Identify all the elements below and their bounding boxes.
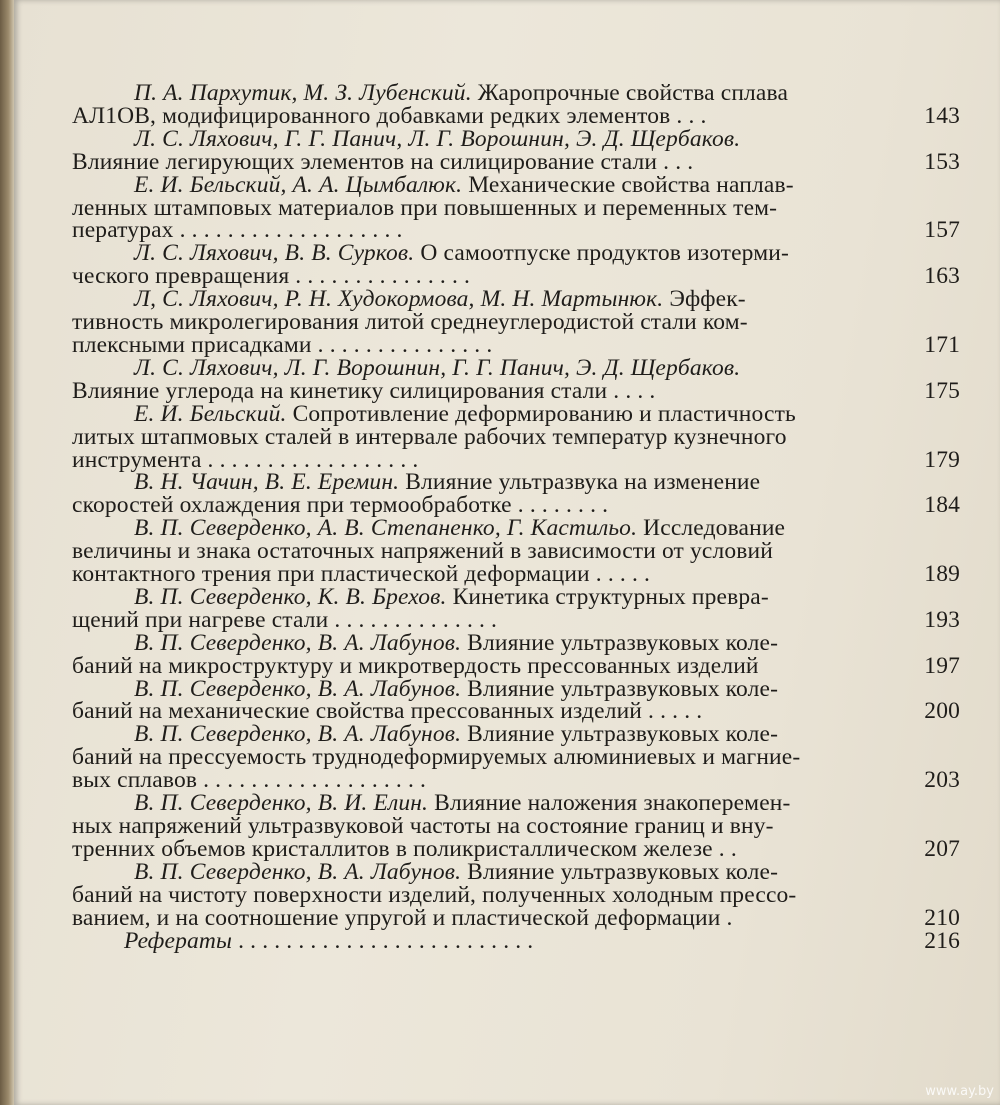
- toc-line: [72, 746, 952, 769]
- toc-entry: [72, 858, 960, 931]
- toc-entry: [72, 80, 960, 129]
- toc-text: скоростей охлаждения при термообработке . . . . . . . .: [72, 492, 609, 519]
- toc-page-number: 189: [924, 561, 960, 588]
- toc-text: контактного трения при пластической деформации . . . . .: [72, 561, 651, 588]
- toc-text: Кинетика структурных превра-: [452, 583, 769, 610]
- toc-page-number: 210: [924, 904, 960, 931]
- toc-text: Эффек-: [669, 286, 746, 313]
- watermark-text: www.ay.by: [925, 1084, 994, 1099]
- referaty-dots: . . . . . . . . . . . . . . . . . . . . . . . . .: [238, 927, 534, 954]
- book-spine: [0, 0, 14, 1105]
- toc-page-number: 184: [924, 492, 960, 519]
- toc-text: Влияние ультразвуковых коле-: [467, 858, 779, 885]
- toc-entry-referaty: [72, 927, 960, 954]
- toc-line: [72, 675, 952, 702]
- toc-page-number: 171: [924, 331, 960, 358]
- toc-text: Влияние легирующих элементов на силицирование стали . . .: [72, 148, 694, 175]
- toc-line: [72, 652, 960, 679]
- toc-text: ванием, и на соотношение упругой и пластической деформации .: [72, 904, 733, 931]
- toc-entry: [72, 354, 960, 404]
- toc-text: баний на прессуемость труднодеформируемых алюминиевых и магние-: [72, 744, 801, 771]
- toc-author: В. П. Северденко, В. А. Лабунов.: [134, 629, 462, 656]
- toc-line: [72, 767, 960, 794]
- toc-text: Влияние ультразвуковых коле-: [467, 629, 779, 656]
- toc-text: тивность микролегирования литой среднеуглеродистой стали ком-: [72, 309, 748, 336]
- toc-text: АЛ1ОВ, модифицированного добавками редких элементов . . .: [72, 102, 707, 129]
- book-page: [14, 0, 1000, 1105]
- toc-line: [72, 835, 960, 862]
- toc-line: [72, 561, 960, 588]
- toc-line: [72, 904, 960, 931]
- toc-line: [72, 125, 952, 152]
- toc-line: [72, 194, 952, 221]
- toc-line: [72, 517, 952, 540]
- toc-text: Механические свойства наплав-: [468, 171, 794, 198]
- toc-text: плексными присадками . . . . . . . . . . . . . . .: [72, 331, 493, 358]
- toc-line: [72, 377, 960, 404]
- toc-page-number: 207: [924, 835, 960, 862]
- toc-page-number: 203: [924, 767, 960, 794]
- toc-line: [72, 331, 960, 358]
- toc-entry: [72, 675, 960, 725]
- toc-entry: [72, 125, 960, 175]
- toc-text: Сопротивление деформированию и пластичность: [292, 400, 796, 427]
- toc-line: [72, 540, 952, 563]
- toc-page-number: 143: [924, 102, 960, 129]
- toc-line: [72, 815, 952, 838]
- toc-line: [72, 423, 952, 450]
- toc-line: [72, 288, 952, 311]
- toc-page-number: 179: [924, 446, 960, 473]
- toc-page-number: 157: [924, 217, 960, 244]
- toc-line: [72, 792, 952, 815]
- toc-author: П. А. Пархутик, М. З. Лубенский.: [134, 80, 472, 106]
- toc-author: В. П. Северденко, К. В. Брехов.: [134, 583, 447, 610]
- toc-line: [72, 148, 960, 175]
- toc-author: Л, С. Ляхович, Р. Н. Худокормова, М. Н. Мартынюк.: [134, 286, 664, 313]
- toc-entry: [72, 583, 960, 633]
- toc-text: Исследование: [643, 515, 786, 542]
- toc-page-number: 153: [924, 148, 960, 175]
- toc-author: Л. С. Ляхович, В. В. Сурков.: [134, 240, 415, 267]
- toc-entry: [72, 790, 960, 862]
- toc-author: В. Н. Чачин, В. Е. Еремин.: [134, 469, 400, 496]
- toc-entry: [72, 171, 960, 244]
- toc-text: Жаропрочные свойства сплава: [477, 80, 789, 106]
- toc-author: В. П. Северденко, В. А. Лабунов.: [134, 858, 462, 885]
- toc-text: Влияние углерода на кинетику силицирования стали . . . .: [72, 377, 656, 404]
- toc-line: [72, 311, 952, 334]
- toc-entry: [72, 286, 960, 358]
- toc-line: [72, 354, 952, 381]
- toc-text: вых сплавов . . . . . . . . . . . . . . . . . . .: [72, 767, 427, 794]
- toc-line: [72, 263, 960, 290]
- toc-page-number: 200: [924, 698, 960, 725]
- toc-text: баний на механические свойства прессованных изделий . . . . .: [72, 698, 703, 725]
- toc-page-number: 197: [924, 652, 960, 679]
- referaty-page-number: 216: [924, 927, 960, 954]
- toc-author: В. П. Северденко, В. А. Лабунов.: [134, 721, 462, 748]
- toc-text: О самоотпуске продуктов изотерми-: [420, 240, 789, 267]
- toc-author: В. П. Северденко, В. А. Лабунов.: [134, 675, 462, 702]
- toc-entry: [72, 240, 960, 290]
- toc-line: [72, 606, 960, 633]
- toc-text: инструмента . . . . . . . . . . . . . . . . . .: [72, 446, 419, 473]
- toc-line: [72, 171, 952, 198]
- toc-author: Е. И. Бельский.: [134, 400, 287, 427]
- toc-line: [72, 242, 952, 265]
- toc-text: Влияние наложения знакоперемен-: [434, 790, 791, 817]
- toc-text: баний на чистоту поверхности изделий, полученных холодным прессо-: [72, 881, 797, 908]
- toc-text: Влияние ультразвука на изменение: [405, 469, 761, 496]
- toc-entry: [72, 515, 960, 588]
- toc-line: [72, 629, 952, 656]
- toc-text: литых штапмовых сталей в интервале рабочих температур кузнечного: [72, 423, 787, 450]
- toc-author: В. П. Северденко, А. В. Степаненко, Г. Кастильо.: [134, 515, 638, 542]
- toc-page-number: 175: [924, 377, 960, 404]
- table-of-contents: [72, 80, 960, 954]
- toc-text: Влияние ультразвуковых коле-: [467, 721, 779, 748]
- toc-text: ленных штамповых материалов при повышенных и переменных тем-: [72, 194, 778, 221]
- toc-entry: [72, 400, 960, 473]
- toc-entry: [72, 469, 960, 519]
- toc-text: ческого превращения . . . . . . . . . . . . . . .: [72, 263, 471, 290]
- toc-author: Л. С. Ляхович, Л. Г. Ворошнин, Г. Г. Панич, Э. Д. Щербаков.: [134, 354, 741, 381]
- toc-page-number: 193: [924, 606, 960, 633]
- toc-text: щений при нагреве стали . . . . . . . . . . . . . .: [72, 606, 498, 633]
- toc-author: Е. И. Бельский, А. А. Цымбалюк.: [134, 171, 463, 198]
- toc-page-number: 163: [924, 263, 960, 290]
- toc-line: [72, 471, 952, 494]
- toc-line: [72, 102, 960, 129]
- toc-line: [72, 217, 960, 244]
- toc-author: Л. С. Ляхович, Г. Г. Панич, Л. Г. Ворошнин, Э. Д. Щербаков.: [134, 125, 741, 152]
- toc-text: баний на микроструктуру и микротвердость прессованных изделий: [72, 652, 759, 679]
- toc-line: [72, 446, 960, 473]
- toc-entry: [72, 721, 960, 794]
- toc-line: [72, 881, 952, 908]
- toc-line: [72, 698, 960, 725]
- toc-line: [72, 723, 952, 746]
- referaty-label: Рефераты: [124, 927, 233, 954]
- toc-text: величины и знака остаточных напряжений в зависимости от условий: [72, 538, 773, 565]
- toc-text: тренних объемов кристаллитов в поликристаллическом железе . .: [72, 835, 737, 862]
- toc-line: [72, 82, 952, 105]
- toc-text: пературах . . . . . . . . . . . . . . . . . . .: [72, 217, 403, 244]
- toc-author: В. П. Северденко, В. И. Елин.: [134, 790, 429, 817]
- toc-line: [72, 583, 952, 610]
- toc-line: [72, 858, 952, 885]
- toc-line: [72, 400, 952, 427]
- toc-entry: [72, 629, 960, 679]
- toc-text: Влияние ультразвуковых коле-: [467, 675, 779, 702]
- toc-line: [72, 492, 960, 519]
- toc-text: ных напряжений ультразвуковой частоты на состояние границ и вну-: [72, 813, 774, 839]
